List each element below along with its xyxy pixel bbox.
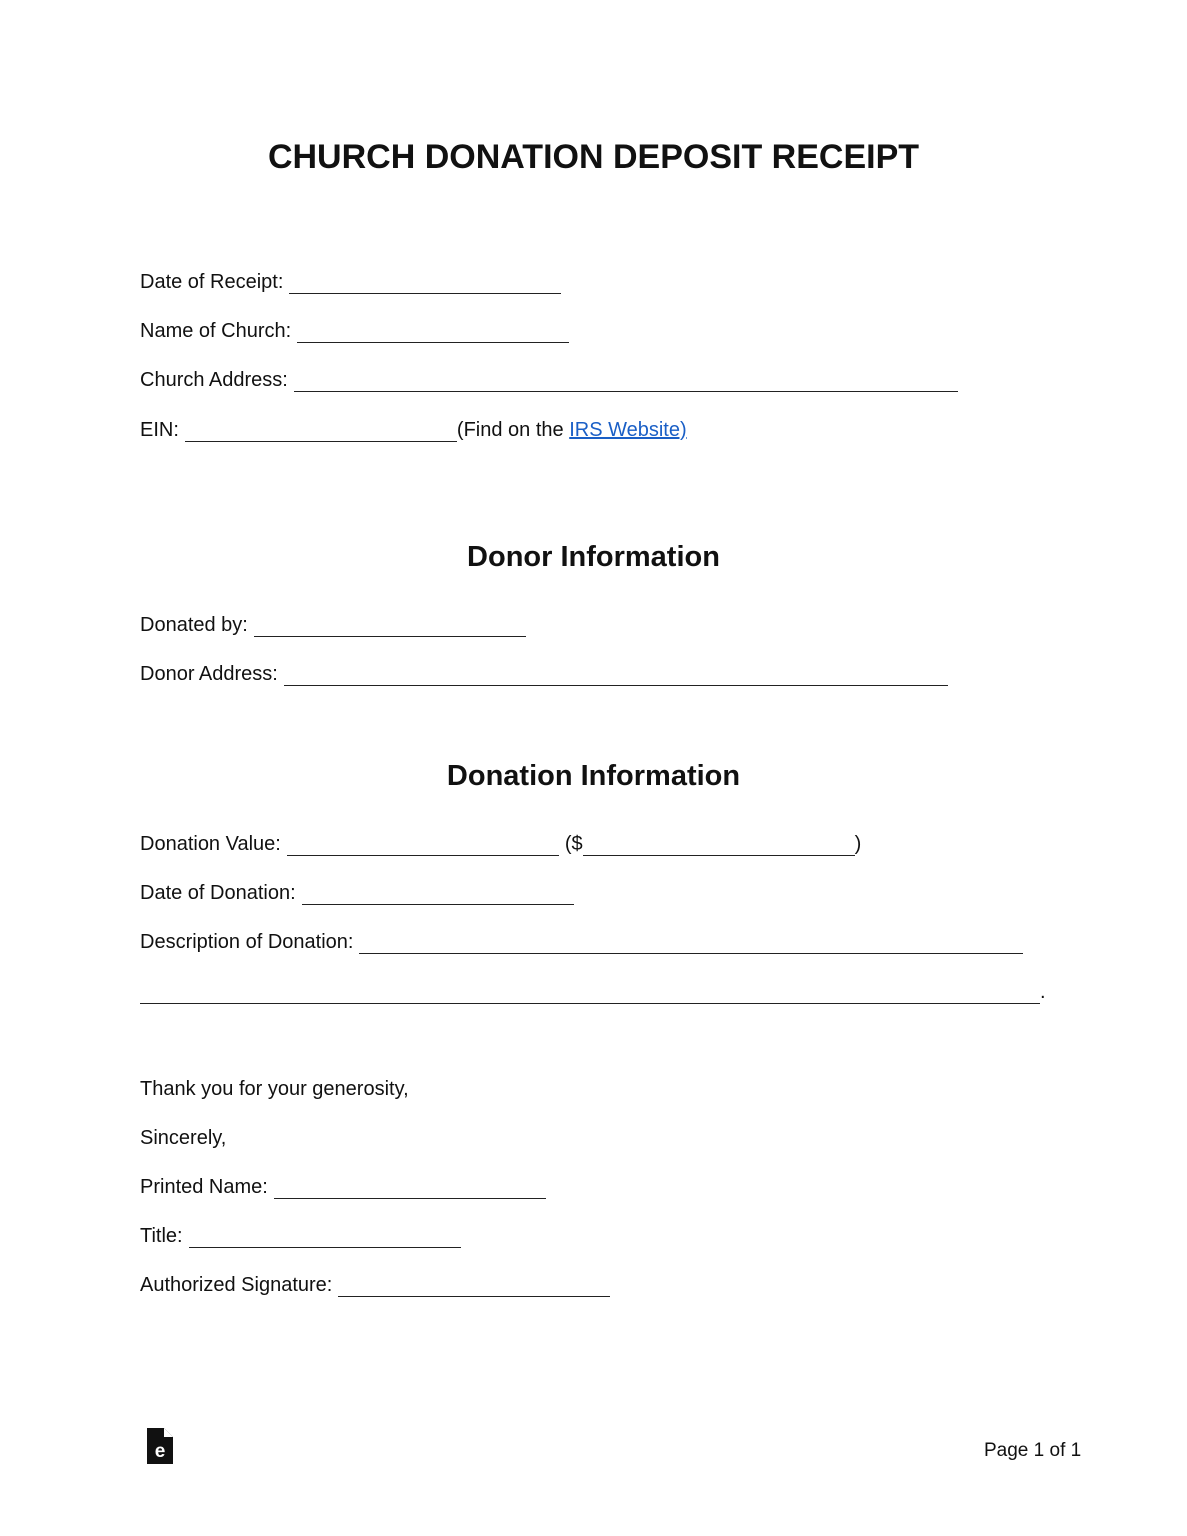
signature-field[interactable] bbox=[338, 1276, 610, 1297]
printed-name-field[interactable] bbox=[274, 1178, 546, 1199]
title-label: Title: bbox=[140, 1225, 183, 1247]
description-field[interactable] bbox=[359, 933, 1023, 954]
description-row bbox=[140, 928, 1023, 954]
donor-address-field[interactable] bbox=[284, 665, 948, 686]
donated-by-label: Donated by: bbox=[140, 614, 248, 636]
date-of-donation-label: Date of Donation: bbox=[140, 882, 296, 904]
ein-hint: (Find on the bbox=[456, 419, 570, 441]
donated-by-field[interactable] bbox=[254, 616, 526, 637]
ein-label: EIN: bbox=[140, 419, 179, 441]
church-address-label: Church Address: bbox=[140, 369, 288, 391]
dollar-open: ($ bbox=[564, 833, 583, 855]
printed-name-label: Printed Name: bbox=[140, 1176, 268, 1198]
date-of-receipt-row bbox=[140, 268, 561, 294]
donation-value-label: Donation Value: bbox=[140, 833, 281, 855]
donor-information-heading: Donor Information bbox=[467, 541, 720, 573]
church-address-field[interactable] bbox=[294, 371, 958, 392]
donation-value-field[interactable] bbox=[287, 835, 559, 856]
ein-row bbox=[140, 416, 687, 442]
description-continued-row bbox=[140, 978, 1046, 1004]
church-address-row bbox=[140, 366, 958, 392]
period: . bbox=[1040, 981, 1046, 1003]
page-number: Page 1 of 1 bbox=[984, 1440, 1082, 1461]
name-of-church-label: Name of Church: bbox=[140, 320, 292, 342]
document-title: CHURCH DONATION DEPOSIT RECEIPT bbox=[267, 138, 920, 176]
eforms-logo-icon bbox=[147, 1428, 173, 1464]
date-of-donation-field[interactable] bbox=[302, 884, 574, 905]
ein-field[interactable] bbox=[185, 421, 457, 442]
svg-text:e: e bbox=[154, 1441, 166, 1462]
description-continued-field[interactable] bbox=[140, 983, 1040, 1004]
title-row bbox=[140, 1222, 461, 1248]
date-of-receipt-label: Date of Receipt: bbox=[140, 271, 284, 293]
donation-amount-field[interactable] bbox=[583, 835, 855, 856]
title-field[interactable] bbox=[189, 1227, 461, 1248]
name-of-church-field[interactable] bbox=[297, 322, 569, 343]
date-of-receipt-field[interactable] bbox=[289, 273, 561, 294]
thanks-text: Thank you for your generosity, bbox=[140, 1078, 409, 1100]
dollar-close: ) bbox=[854, 833, 862, 855]
donor-address-row bbox=[140, 660, 948, 686]
date-of-donation-row bbox=[140, 879, 574, 905]
signature-label: Authorized Signature: bbox=[140, 1274, 333, 1296]
printed-name-row bbox=[140, 1173, 546, 1199]
name-of-church-row bbox=[140, 317, 569, 343]
donor-address-label: Donor Address: bbox=[140, 663, 278, 685]
donation-value-row bbox=[140, 830, 861, 856]
irs-website-link[interactable]: IRS Website) bbox=[569, 419, 687, 441]
sincerely-text: Sincerely, bbox=[140, 1127, 227, 1149]
donation-information-heading: Donation Information bbox=[446, 760, 741, 792]
description-label: Description of Donation: bbox=[140, 931, 354, 953]
signature-row bbox=[140, 1271, 610, 1297]
donated-by-row bbox=[140, 611, 526, 637]
